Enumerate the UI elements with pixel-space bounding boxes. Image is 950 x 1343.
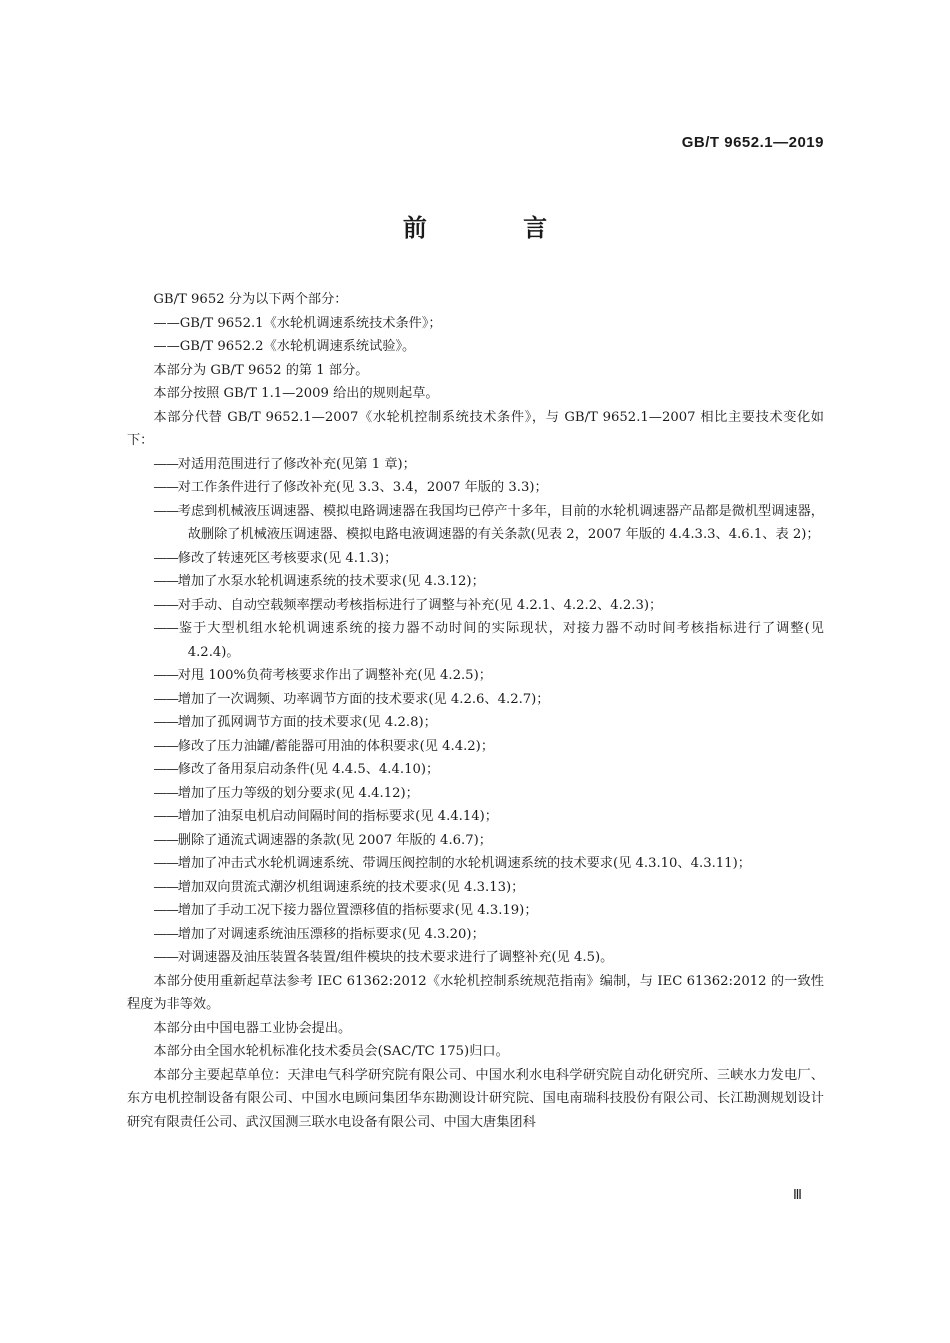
list-item: ——删除了通流式调速器的条款(见 2007 年版的 4.6.7)； xyxy=(153,832,492,848)
intro-paragraph: ——GB/T 9652.1《水轮机调速系统技术条件》； xyxy=(153,315,442,331)
dash-marker: —— xyxy=(153,903,178,918)
dash-marker: —— xyxy=(153,809,178,824)
dash-marker: —— xyxy=(153,832,178,848)
dash-marker: —— xyxy=(153,597,178,613)
list-item: ——增加了油泵电机启动间隔时间的指标要求(见 4.4.14)； xyxy=(153,809,498,824)
list-item: ——鉴于大型机组水轮机调速系统的接力器不动时间的实际现状，对接力器不动时间考核指标进行了调整(见 4.2.4)。 xyxy=(153,621,824,660)
dash-marker: —— xyxy=(153,785,178,801)
list-item: ——增加了手动工况下接力器位置漂移值的指标要求(见 4.3.19)； xyxy=(153,903,538,918)
dash-marker: —— xyxy=(153,762,178,777)
dash-marker: —— xyxy=(153,480,178,495)
closing-paragraph: 本部分由全国水轮机标准化技术委员会(SAC/TC 175)归口。 xyxy=(153,1044,509,1059)
list-item: ——修改了压力油罐/蓄能器可用油的体积要求(见 4.4.2)； xyxy=(153,738,495,754)
page-title: 前 言 xyxy=(402,214,592,242)
dash-marker: —— xyxy=(153,456,178,472)
dash-marker: —— xyxy=(153,715,178,730)
intro-paragraph: 本部分代替 GB/T 9652.1—2007《水轮机控制系统技术条件》，与 GB/T 9652.1—2007 相比主要技术变化如下： xyxy=(127,409,824,448)
list-item: ——对手动、自动空载频率摆动考核指标进行了调整与补充(见 4.2.1、4.2.2、4.2.3)； xyxy=(153,597,663,613)
dash-marker: —— xyxy=(153,926,178,942)
dash-marker: —— xyxy=(153,550,178,566)
list-item: ——增加双向贯流式潮汐机组调速系统的技术要求(见 4.3.13)； xyxy=(153,879,525,895)
dash-marker: —— xyxy=(153,856,178,871)
list-item: ——修改了备用泵启动条件(见 4.4.5、4.4.10)； xyxy=(153,762,440,777)
list-item: ——增加了冲击式水轮机调速系统、带调压阀控制的水轮机调速系统的技术要求(见 4.3.10、4.3.11)； xyxy=(153,856,751,871)
intro-paragraph: ——GB/T 9652.2《水轮机调速系统试验》。 xyxy=(153,339,416,354)
dash-marker: —— xyxy=(153,950,178,965)
list-item: ——增加了压力等级的划分要求(见 4.4.12)； xyxy=(153,785,419,801)
list-item: ——增加了对调速系统油压漂移的指标要求(见 4.3.20)； xyxy=(153,926,485,942)
dash-marker: —— xyxy=(153,574,178,589)
dash-marker: —— xyxy=(153,738,178,754)
page-number: Ⅲ xyxy=(793,1188,802,1203)
list-item: ——考虑到机械液压调速器、模拟电路调速器在我国均已停产十多年，目前的水轮机调速器产品都是微机型调速器，故删除了机械液压调速器、模拟电路电液调速器的有关条款(见表 2，2007 年版的 4.4.3.3、4.6.1、表 2)； xyxy=(153,503,824,542)
list-item: ——对工作条件进行了修改补充(见 3.3、3.4，2007 年版的 3.3)； xyxy=(153,480,548,495)
list-item: ——增加了孤网调节方面的技术要求(见 4.2.8)； xyxy=(153,715,437,730)
list-item: ——增加了一次调频、功率调节方面的技术要求(见 4.2.6、4.2.7)； xyxy=(153,691,550,707)
closing-paragraph: 本部分主要起草单位：天津电气科学研究院有限公司、中国水利水电科学研究院自动化研究所、三峡水力发电厂、东方电机控制设备有限公司、中国水电顾问集团华东勘测设计研究院、国电南瑞科技股份有限公司、长江勘测规划设计研究有限责任公司、武汉国测三联水电设备有限公司、中国大唐集团科 xyxy=(127,1067,824,1130)
closing-paragraph: 本部分由中国电器工业协会提出。 xyxy=(153,1020,352,1036)
intro-paragraph: 本部分为 GB/T 9652 的第 1 部分。 xyxy=(153,362,369,378)
closing-paragraph: 本部分使用重新起草法参考 IEC 61362:2012《水轮机控制系统规范指南》编制，与 IEC 61362:2012 的一致性程度为非等效。 xyxy=(127,973,824,1012)
dash-marker: —— xyxy=(153,668,178,683)
standard-code: GB/T 9652.1—2019 xyxy=(681,134,824,151)
dash-marker: —— xyxy=(153,879,178,895)
list-item: ——修改了转速死区考核要求(见 4.1.3)； xyxy=(153,550,398,566)
list-item: ——对调速器及油压装置各装置/组件模块的技术要求进行了调整补充(见 4.5)。 xyxy=(153,950,614,965)
foreword-body xyxy=(127,288,824,1134)
dash-marker: —— xyxy=(153,503,178,519)
intro-paragraph: GB/T 9652 分为以下两个部分： xyxy=(153,292,348,307)
list-item: ——对适用范围进行了修改补充(见第 1 章)； xyxy=(153,456,416,472)
intro-paragraph: 本部分按照 GB/T 1.1—2009 给出的规则起草。 xyxy=(153,386,439,401)
dash-marker: —— xyxy=(153,621,178,636)
dash-marker: —— xyxy=(153,691,178,707)
change-list xyxy=(127,453,824,970)
list-item: ——增加了水泵水轮机调速系统的技术要求(见 4.3.12)； xyxy=(153,574,485,589)
list-item: ——对甩 100%负荷考核要求作出了调整补充(见 4.2.5)； xyxy=(153,668,492,683)
